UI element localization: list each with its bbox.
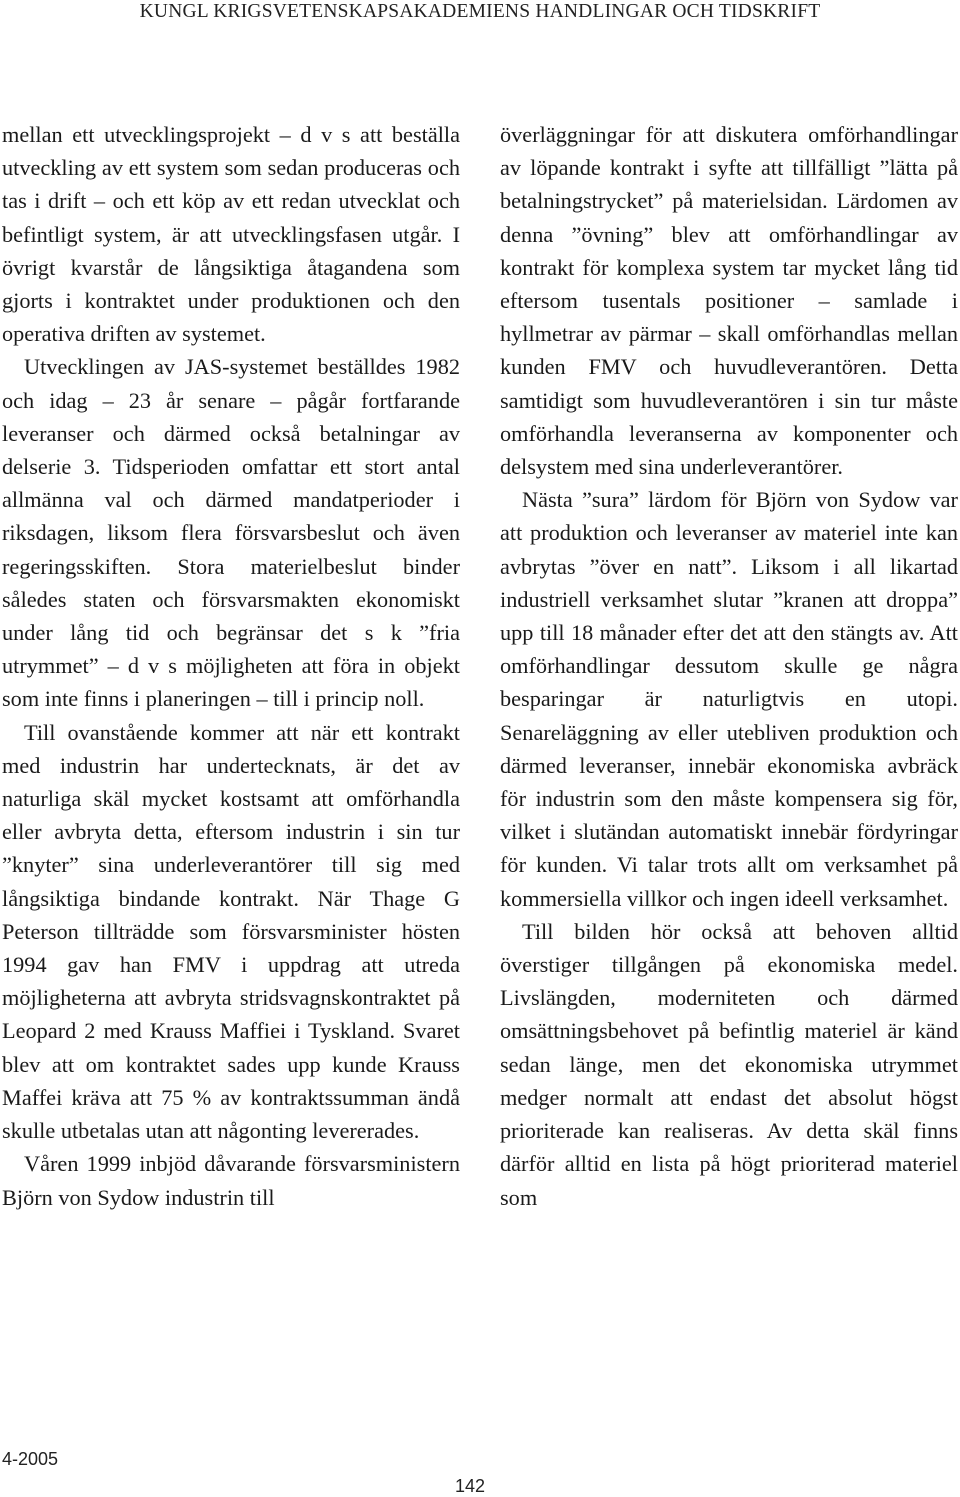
paragraph: mellan ett utvecklingsprojekt – d v s att beställa utveckling av ett system som sedan produceras och tas i drift – och ett köp av ett redan utvecklat och befintligt system, är att utvecklingsfasen utgår. I övrigt kvarstår de långsiktiga åtagandena som gjorts i kontraktet under produktionen och den operativa driften av systemet.	[2, 122, 460, 347]
left-column	[2, 118, 460, 1214]
paragraph: Till ovanstående kommer att när ett kontrakt med industrin har undertecknats, är det av naturliga skäl mycket kostsamt att omförhandla eller avbryta detta, eftersom industrin i sin tur ”knyter” sina underleverantörer till sig med långsiktiga bindande kontrakt. När Thage G Peterson tillträdde som försvarsminister hösten 1994 gav han FMV i uppdrag att utreda möjligheterna att avbryta stridsvagnskontraktet på Leopard 2 med Krauss Maffiei i Tyskland. Svaret blev att om kontraktet sades upp kunde Krauss Maffei kräva att 75 % av kontraktssumman ändå skulle utbetalas utan att någonting levererades.	[2, 719, 460, 1144]
paragraph: Nästa ”sura” lärdom för Björn von Sydow var att produktion och leveranser av materiel inte kan avbrytas ”över en natt”. Liksom i all likartad industriell verksamhet slutar ”kranen att droppa” upp till 18 månader efter det att den stängts av. Att omförhandlingar dessutom skulle ge några besparingar är naturligtvis en utopi. Senareläggning av eller utebliven produktion och därmed leveranser, innebär ekonomiska avbräck för industrin som den måste kompensera sig för, vilket i slutändan automatiskt innebär fördyringar för kunden. Vi talar trots allt om verksamhet på kommersiella villkor och ingen ideell verksamhet.	[500, 487, 958, 911]
running-header: KUNGL KRIGSVETENSKAPSAKADEMIENS HANDLINGAR OCH TIDSKRIFT	[139, 1, 821, 22]
paragraph: överläggningar för att diskutera omförhandlingar av löpande kontrakt i syfte att tillfälligt ”lätta på betalningstrycket” på materielsidan. Lärdomen av denna ”övning” blev att omförhandlingar av kontrakt för komplexa system tar mycket lång tid eftersom tusentals positioner – samlade i hyllmetrar av pärmar – skall omförhandlas mellan kunden FMV och huvudleverantören. Detta samtidigt som huvudleverantören i sin tur måste omförhandla leveranserna av komponenter och delsystem med sina underleverantörer.	[500, 122, 958, 480]
paragraph: Till bilden hör också att behoven alltid överstiger tillgången på ekonomiska medel. Livslängden, moderniteten och därmed omsättningsbehovet på befintlig materiel är känd sedan länge, men det ekonomiska utrymmet medger normalt att endast det absolut högst prioriterade kan realiseras. Av detta skäl finns därför alltid en lista på högt prioriterad materiel som	[500, 918, 958, 1210]
issue-number: 4-2005	[2, 1449, 59, 1469]
right-column	[500, 118, 958, 1214]
paragraph: Utvecklingen av JAS-systemet beställdes 1982 och idag – 23 år senare – pågår fortfarande leveranser och därmed också betalningar av delserie 3. Tidsperioden omfattar ett stort antal allmänna val och därmed mandatperioder i riksdagen, liksom flera försvarsbeslut och även regeringsskiften. Stora materielbeslut binder således staten och försvarsmakten ekonomiskt under lång tid och begränsar det s k ”fria utrymmet” – d v s möjligheten att föra in objekt som inte finns i planeringen – till i princip noll.	[2, 354, 460, 712]
paragraph: Våren 1999 inbjöd dåvarande försvarsministern Björn von Sydow industrin till	[2, 1151, 460, 1210]
page-number: 142	[455, 1476, 486, 1496]
